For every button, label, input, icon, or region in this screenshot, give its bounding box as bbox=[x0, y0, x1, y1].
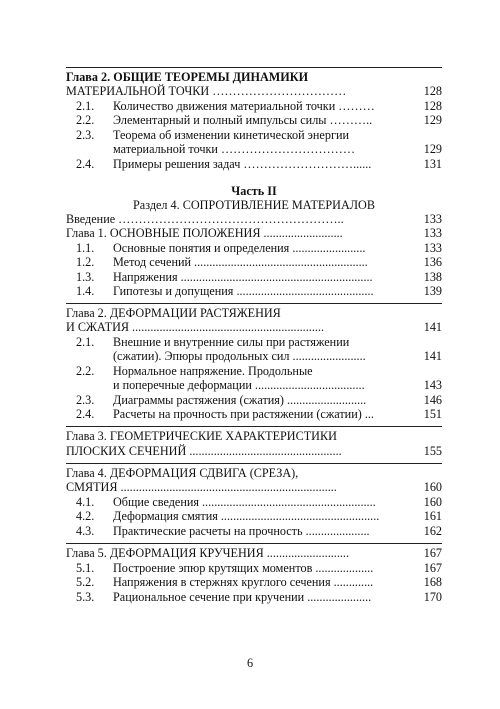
section-rule bbox=[66, 67, 442, 68]
toc-entry-page: 146 bbox=[423, 393, 442, 407]
toc-entry-page: 141 bbox=[423, 349, 442, 363]
toc-entry-title: Глава 1. ОСНОВНЫЕ ПОЛОЖЕНИЯ .......................... bbox=[66, 226, 343, 240]
toc-entry-title: Основные понятия и определения ........................ bbox=[113, 241, 366, 255]
toc-entry-number: 2.2. bbox=[76, 364, 95, 378]
toc-entry-page: 139 bbox=[423, 284, 442, 298]
toc-entry-number: 2.3. bbox=[76, 128, 95, 142]
toc-entry-title: Напряжения ............................................................... bbox=[113, 270, 373, 284]
toc-entry-page: 138 bbox=[423, 270, 442, 284]
toc-entry-page: 160 bbox=[423, 480, 442, 494]
toc-entry-title: Внешние и внутренние силы при растяжении bbox=[113, 335, 350, 349]
toc-entry-page: 129 bbox=[423, 113, 442, 127]
toc-entry-title: СМЯТИЯ ....................................................................... bbox=[66, 480, 337, 494]
toc-entry-title: Глава 2. ОБЩИЕ ТЕОРЕМЫ ДИНАМИКИ bbox=[66, 70, 309, 84]
toc-entry-number: 1.3. bbox=[76, 270, 95, 284]
page-number: 6 bbox=[246, 656, 254, 670]
toc-entry-page: 162 bbox=[423, 524, 442, 538]
toc-entry-title: ПЛОСКИХ СЕЧЕНИЙ .................................................. bbox=[66, 444, 342, 458]
toc-entry-page: 133 bbox=[423, 241, 442, 255]
toc-entry-title: Расчеты на прочность при растяжении (сжатии) ... bbox=[113, 407, 374, 421]
toc-entry-number: 5.2. bbox=[76, 575, 95, 589]
toc-entry-title: Напряжения в стержнях круглого сечения ............. bbox=[113, 575, 374, 589]
toc-entry-title: Деформация смятия .................................................... bbox=[113, 509, 380, 523]
toc-entry-title: Элементарный и полный импульсы силы ……….. bbox=[113, 113, 373, 127]
toc-entry-page: 128 bbox=[423, 84, 442, 98]
toc-entry-number: 2.4. bbox=[76, 407, 95, 421]
toc-entry-number: 4.2. bbox=[76, 509, 95, 523]
toc-entry-page: 131 bbox=[423, 157, 442, 171]
toc-entry-page: 155 bbox=[423, 444, 442, 458]
section-rule bbox=[66, 426, 442, 427]
toc-entry-title: Глава 4. ДЕФОРМАЦИЯ СДВИГА (СРЕЗА), bbox=[66, 466, 299, 480]
toc-entry-number: 1.2. bbox=[76, 255, 95, 269]
toc-entry-number: 2.1. bbox=[76, 99, 95, 113]
toc-entry-title: И СЖАТИЯ ............................................................... bbox=[66, 320, 325, 334]
toc-entry-number: 4.3. bbox=[76, 524, 95, 538]
toc-entry-page: 141 bbox=[423, 320, 442, 334]
toc-entry-title: Количество движения материальной точки ……… bbox=[113, 99, 375, 113]
toc-entry-page: 167 bbox=[423, 546, 442, 560]
part-subtitle: Раздел 4. СОПРОТИВЛЕНИЕ МАТЕРИАЛОВ bbox=[133, 198, 375, 212]
toc-entry-number: 2.2. bbox=[76, 113, 95, 127]
toc-entry-number: 1.4. bbox=[76, 284, 95, 298]
toc-entry-page: 161 bbox=[423, 509, 442, 523]
toc-entry-title: Глава 5. ДЕФОРМАЦИЯ КРУЧЕНИЯ ........................... bbox=[66, 546, 350, 560]
toc-entry-number: 5.3. bbox=[76, 590, 95, 604]
toc-entry-number: 2.3. bbox=[76, 393, 95, 407]
toc-entry-title: Введение ……………………………………………….. bbox=[66, 212, 344, 226]
toc-entry-number: 5.1. bbox=[76, 561, 95, 575]
toc-entry-title: Метод сечений ......................................................... bbox=[113, 255, 368, 269]
toc-entry-page: 168 bbox=[423, 575, 442, 589]
toc-entry-page: 133 bbox=[423, 212, 442, 226]
toc-entry-page: 170 bbox=[423, 590, 442, 604]
toc-entry-title: Построение эпюр крутящих моментов ................... bbox=[113, 561, 374, 575]
toc-entry-page: 151 bbox=[423, 407, 442, 421]
toc-entry-number: 2.1. bbox=[76, 335, 95, 349]
toc-entry-number: 1.1. bbox=[76, 241, 95, 255]
toc-entry-title: Диаграммы растяжения (сжатия) .......................... bbox=[113, 393, 367, 407]
toc-entry-title: Гипотезы и допущения ............................................. bbox=[113, 284, 374, 298]
toc-entry-title: (сжатии). Эпюры продольных сил ........................ bbox=[113, 349, 366, 363]
toc-entry-page: 136 bbox=[423, 255, 442, 269]
toc-entry-title: Практические расчеты на прочность ..................... bbox=[113, 524, 370, 538]
toc-entry-title: Теорема об изменении кинетической энергии bbox=[113, 128, 349, 142]
toc-entry-title: Рациональное сечение при кручении ..................... bbox=[113, 590, 372, 604]
toc-entry-page: 167 bbox=[423, 561, 442, 575]
section-rule bbox=[66, 303, 442, 304]
toc-entry-title: МАТЕРИАЛЬНОЙ ТОЧКИ …………………………… bbox=[66, 84, 347, 98]
part-title: Часть II bbox=[231, 184, 277, 198]
toc-entry-page: 128 bbox=[423, 99, 442, 113]
toc-entry-page: 129 bbox=[423, 142, 442, 156]
toc-entry-number: 4.1. bbox=[76, 495, 95, 509]
toc-entry-page: 133 bbox=[423, 226, 442, 240]
toc-entry-title: Глава 2. ДЕФОРМАЦИИ РАСТЯЖЕНИЯ bbox=[66, 306, 281, 320]
toc-entry-title: и поперечные деформации .................................... bbox=[113, 378, 365, 392]
toc-entry-title: Общие сведения ......................................................... bbox=[113, 495, 376, 509]
toc-entry-title: Примеры решения задач ………………………...... bbox=[113, 157, 372, 171]
toc-entry-page: 143 bbox=[423, 378, 442, 392]
section-rule bbox=[66, 543, 442, 544]
toc-entry-title: материальной точки …………………………… bbox=[113, 142, 356, 156]
toc-entry-page: 160 bbox=[423, 495, 442, 509]
section-rule bbox=[66, 463, 442, 464]
toc-entry-title: Нормальное напряжение. Продольные bbox=[113, 364, 313, 378]
toc-entry-title: Глава 3. ГЕОМЕТРИЧЕСКИЕ ХАРАКТЕРИСТИКИ bbox=[66, 429, 337, 443]
toc-entry-number: 2.4. bbox=[76, 157, 95, 171]
